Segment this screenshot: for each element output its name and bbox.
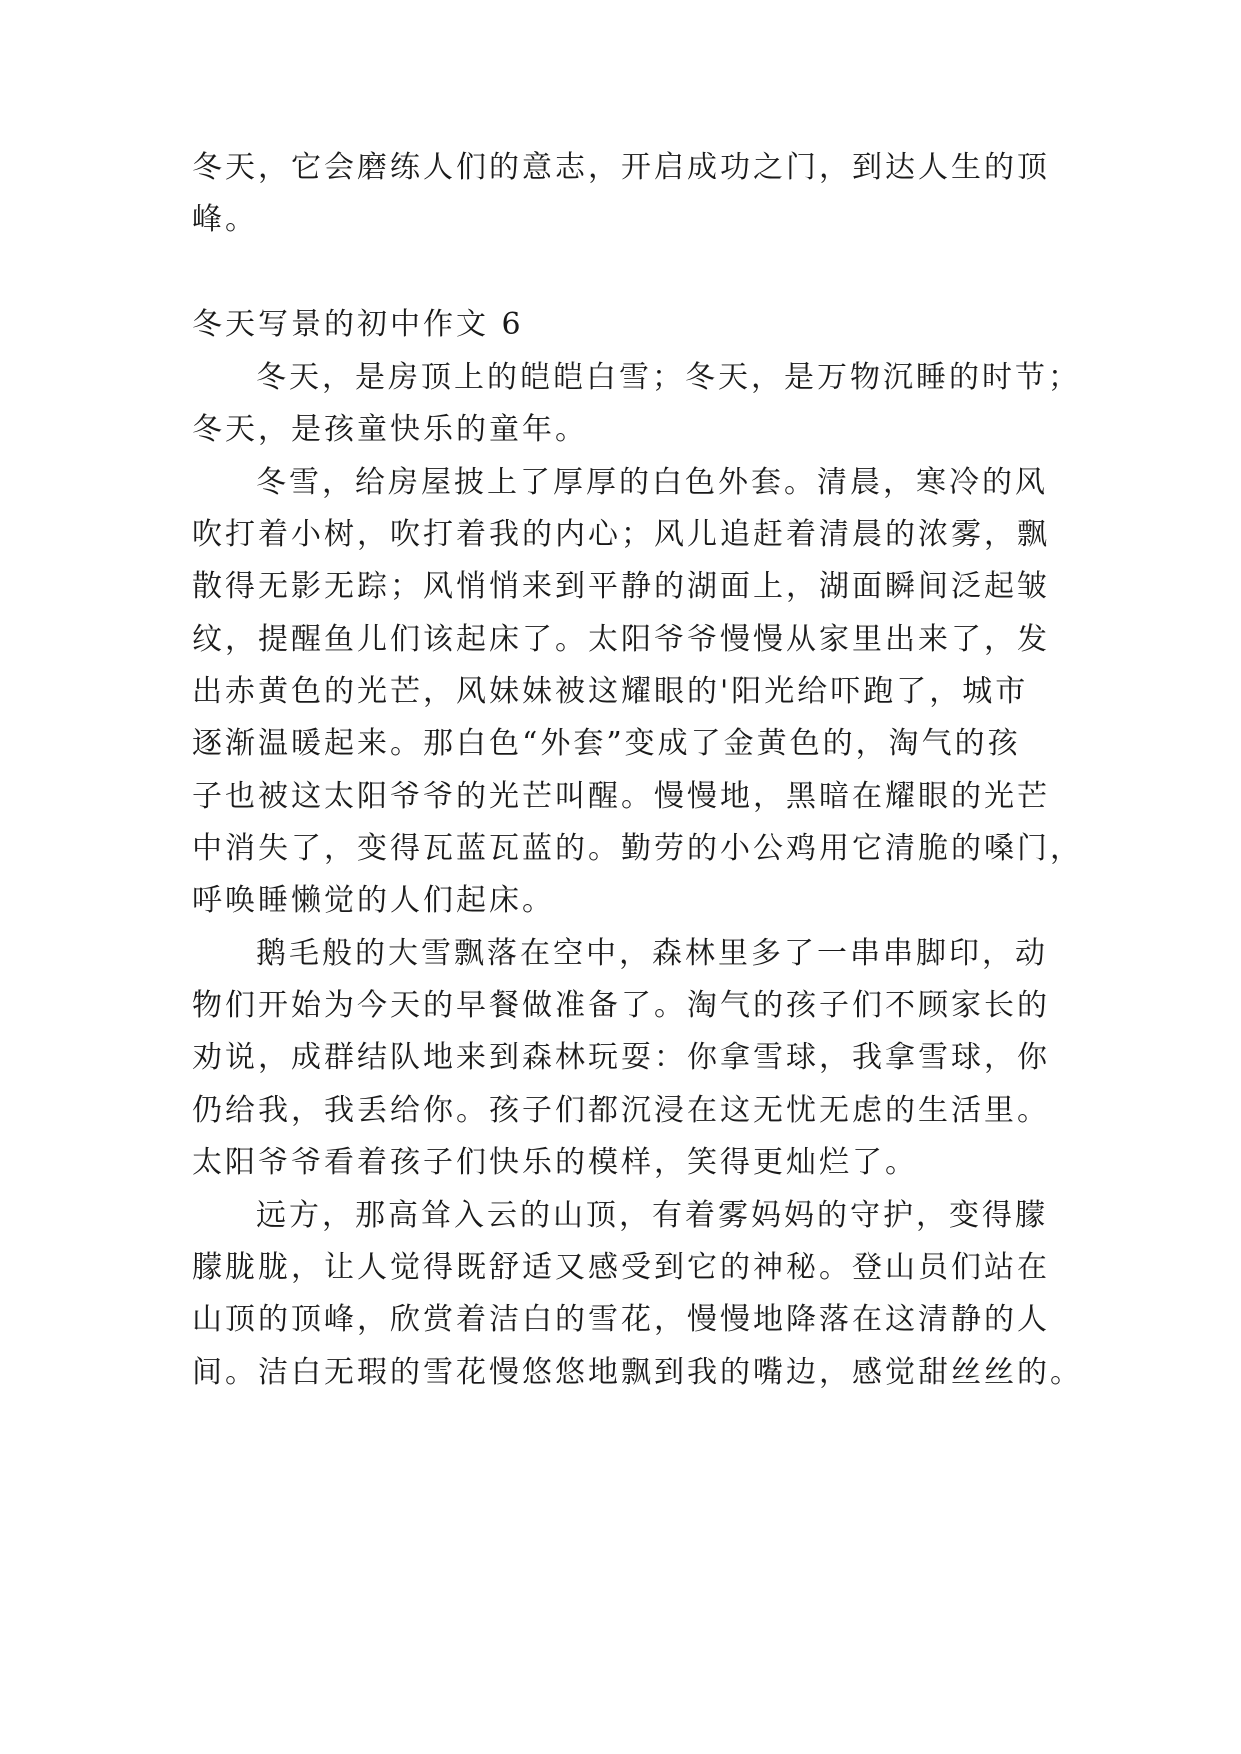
paragraph-2-line-3: 散得无影无踪；风悄悄来到平静的湖面上，湖面瞬间泛起皱 — [192, 569, 1050, 604]
paragraph-2-line-1: 冬雪，给房屋披上了厚厚的白色外套。清晨，寒冷的风 — [256, 465, 1048, 500]
paragraph-2-line-9: 呼唤睡懒觉的人们起床。 — [192, 883, 555, 918]
paragraph-2-line-8: 中消失了，变得瓦蓝瓦蓝的。勤劳的小公鸡用它清脆的嗓门， — [192, 831, 1083, 866]
paragraph-2-line-2: 吹打着小树，吹打着我的内心；风儿追赶着清晨的浓雾，飘 — [192, 517, 1050, 552]
paragraph-3-line-5: 太阳爷爷看着孩子们快乐的模样，笑得更灿烂了。 — [192, 1145, 918, 1180]
paragraph-3-line-2: 物们开始为今天的早餐做准备了。淘气的孩子们不顾家长的 — [192, 988, 1050, 1023]
paragraph-4-line-4: 间。洁白无瑕的雪花慢悠悠地飘到我的嘴边，感觉甜丝丝的。 — [192, 1355, 1083, 1390]
paragraph-2-line-5: 出赤黄色的光芒，风妹妹被这耀眼的'阳光给吓跑了，城市 — [192, 674, 1029, 709]
paragraph-2-line-7: 子也被这太阳爷爷的光芒叫醒。慢慢地，黑暗在耀眼的光芒 — [192, 779, 1050, 814]
paragraph-3-line-3: 劝说，成群结队地来到森林玩耍：你拿雪球，我拿雪球，你 — [192, 1040, 1050, 1075]
paragraph-2-line-6: 逐渐温暖起来。那白色“外套”变成了金黄色的，淘气的孩 — [192, 726, 1021, 761]
paragraph-3-line-4: 仍给我，我丢给你。孩子们都沉浸在这无忧无虑的生活里。 — [192, 1093, 1050, 1128]
carryover-line-2: 峰。 — [192, 202, 258, 237]
paragraph-3-line-1: 鹅毛般的大雪飘落在空中，森林里多了一串串脚印，动 — [256, 936, 1048, 971]
paragraph-4-line-3: 山顶的顶峰，欣赏着洁白的雪花，慢慢地降落在这清静的人 — [192, 1302, 1050, 1337]
section-title: 冬天写景的初中作文 6 — [192, 307, 524, 342]
paragraph-2-line-4: 纹，提醒鱼儿们该起床了。太阳爷爷慢慢从家里出来了，发 — [192, 622, 1050, 657]
carryover-line-1: 冬天，它会磨练人们的意志，开启成功之门，到达人生的顶 — [192, 150, 1050, 185]
paragraph-4-line-2: 朦胧胧，让人觉得既舒适又感受到它的神秘。登山员们站在 — [192, 1250, 1050, 1285]
paragraph-1-line-2: 冬天，是孩童快乐的童年。 — [192, 412, 588, 447]
paragraph-4-line-1: 远方，那高耸入云的山顶，有着雾妈妈的守护，变得朦 — [256, 1198, 1048, 1233]
paragraph-1-line-1: 冬天，是房顶上的皑皑白雪；冬天，是万物沉睡的时节； — [256, 360, 1081, 395]
